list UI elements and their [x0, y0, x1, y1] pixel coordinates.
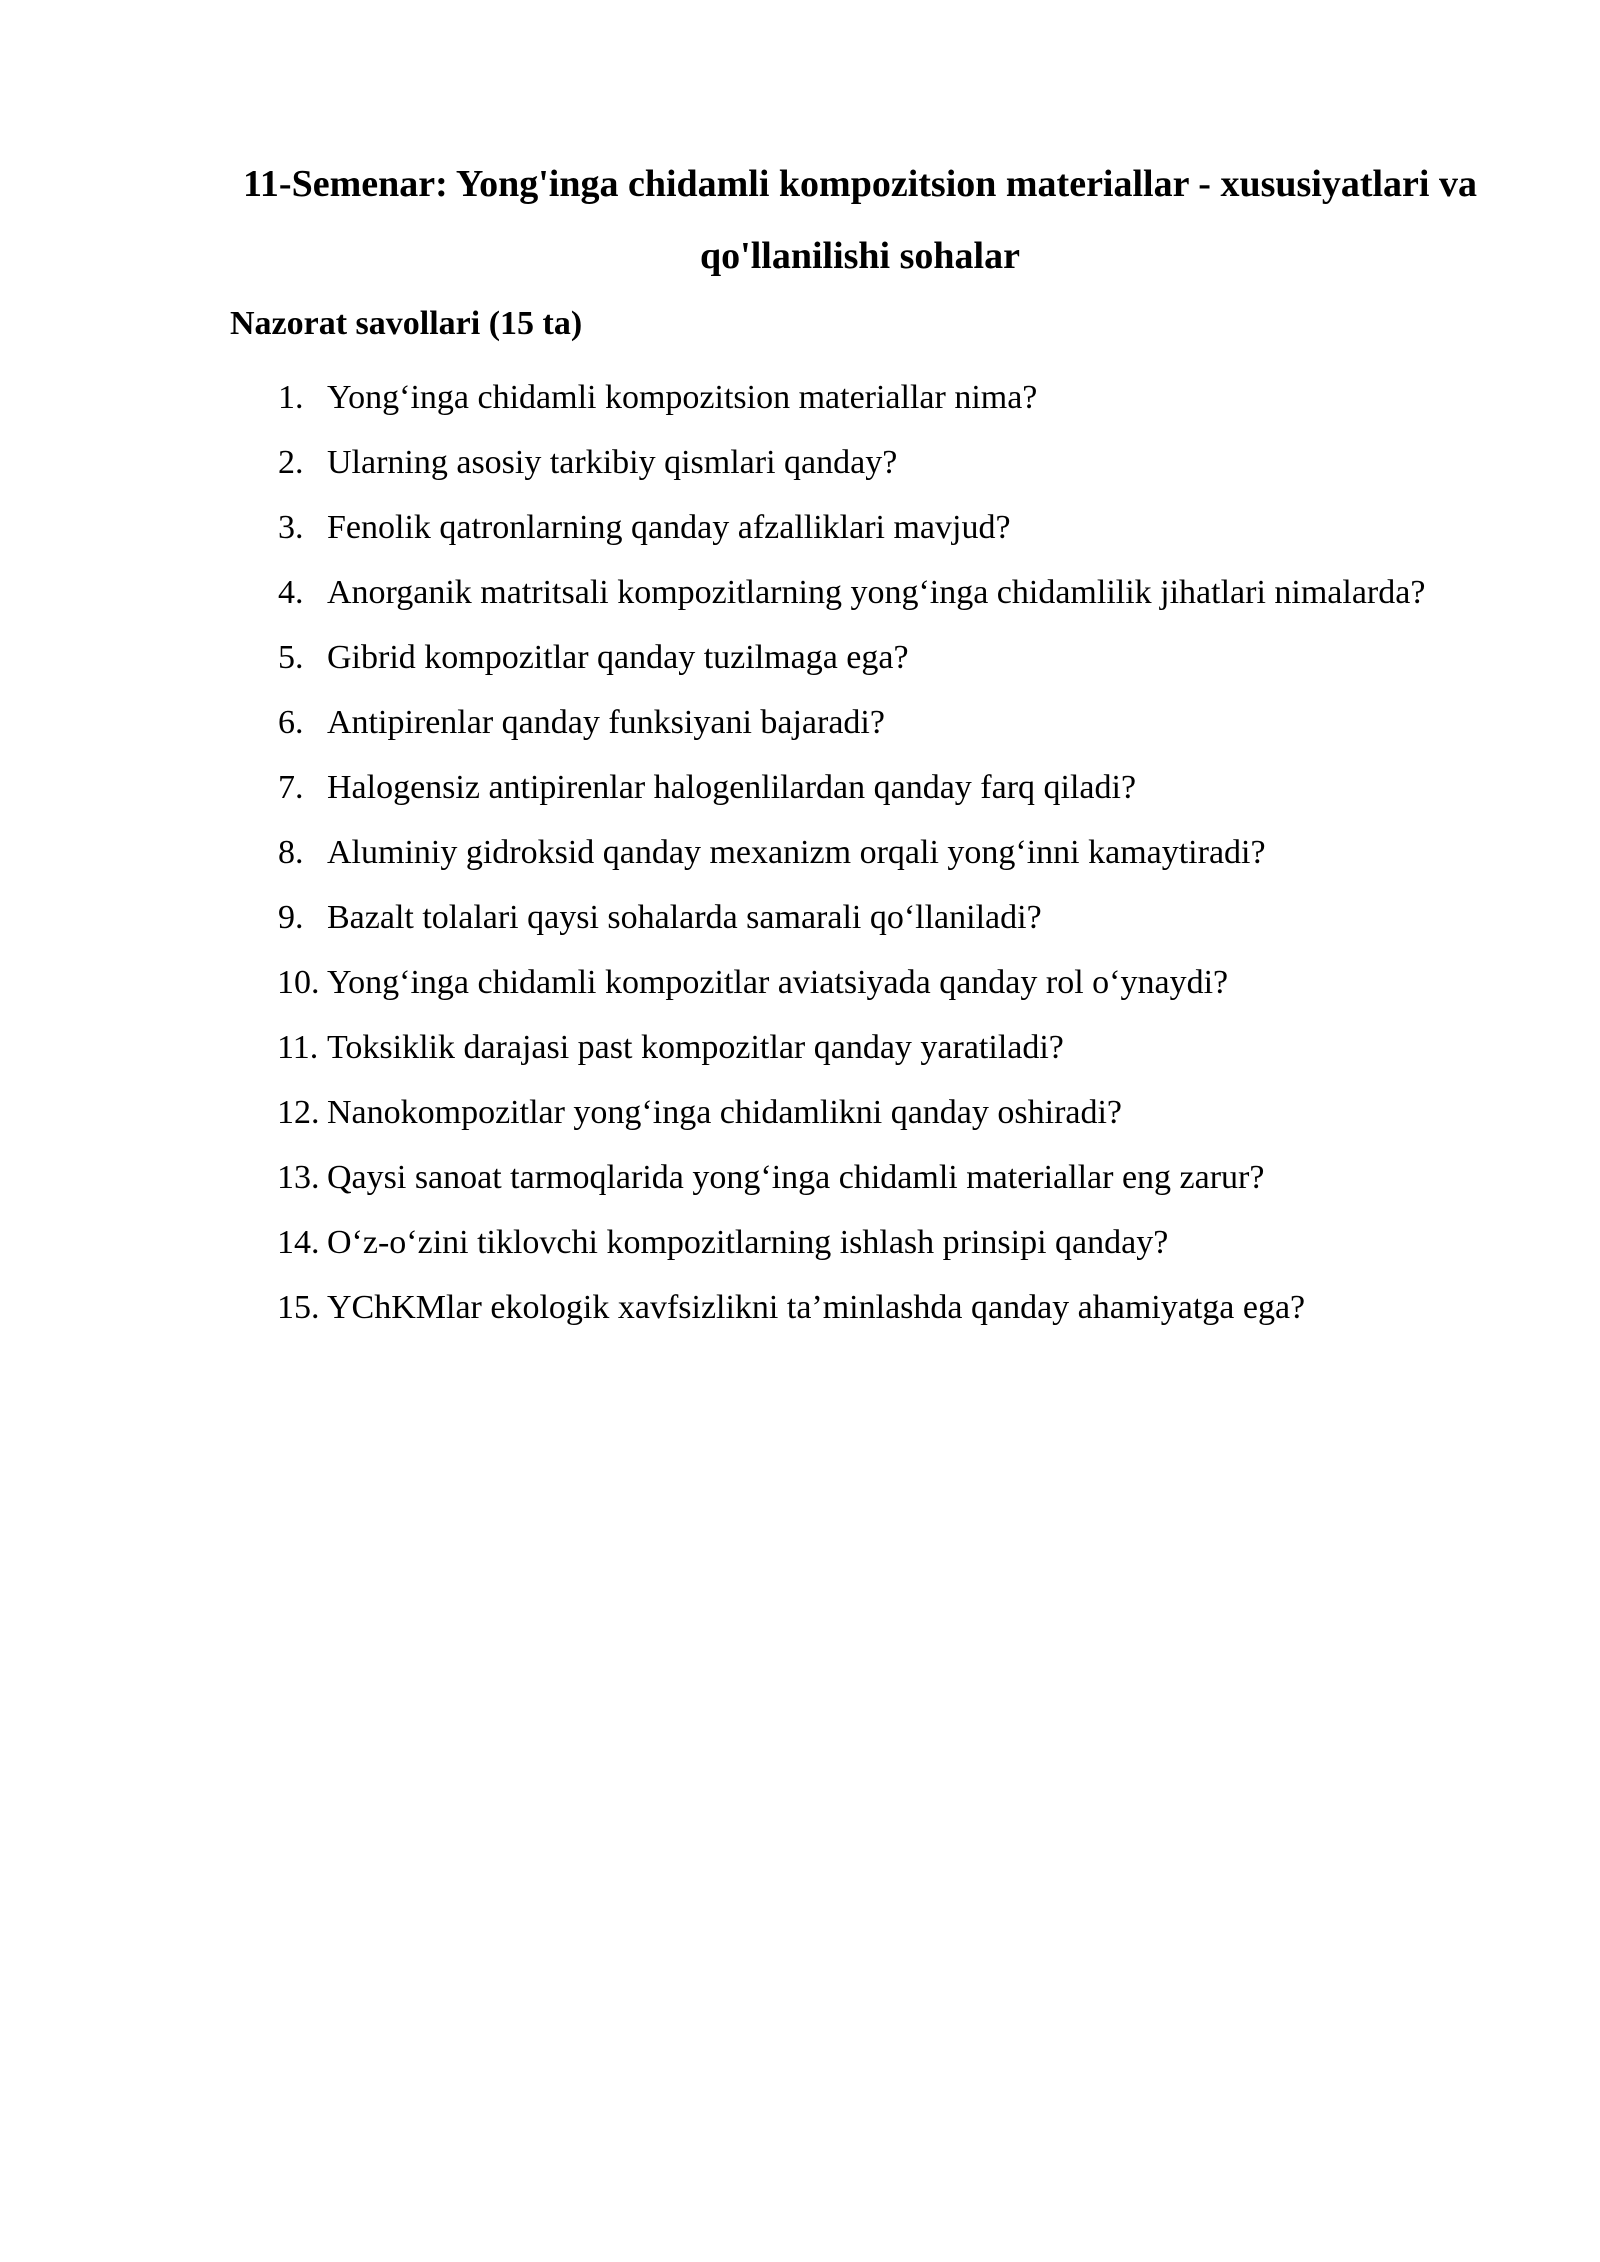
question-number: 9. [278, 899, 304, 936]
question-text: Ularning asosiy tarkibiy qismlari qanday? [327, 444, 898, 481]
question-text: Anorganik matritsali kompozitlarning yong‘inga chidamlilik jihatlari nimalarda? [327, 574, 1426, 611]
question-text: Gibrid kompozitlar qanday tuzilmaga ega? [327, 639, 909, 676]
question-item [270, 885, 1490, 950]
question-number: 14. [277, 1224, 320, 1261]
question-item [270, 625, 1490, 690]
question-number: 15. [277, 1289, 320, 1326]
question-item [270, 1145, 1490, 1210]
question-number: 3. [278, 509, 304, 546]
question-item [270, 1210, 1490, 1275]
question-text: Qaysi sanoat tarmoqlarida yong‘inga chidamli materiallar eng zarur? [327, 1159, 1265, 1196]
question-number: 11. [277, 1029, 319, 1066]
question-number: 8. [278, 834, 304, 871]
question-text: Nanokompozitlar yong‘inga chidamlikni qanday oshiradi? [327, 1094, 1123, 1131]
question-list [270, 365, 1490, 1340]
question-item [270, 430, 1490, 495]
question-item [270, 560, 1490, 625]
question-item [270, 1275, 1490, 1340]
question-item [270, 820, 1490, 885]
question-item [270, 950, 1490, 1015]
question-text: Aluminiy gidroksid qanday mexanizm orqali yong‘inni kamaytiradi? [327, 834, 1266, 871]
question-text: Toksiklik darajasi past kompozitlar qanday yaratiladi? [327, 1029, 1064, 1066]
question-number: 5. [278, 639, 304, 676]
section-heading: Nazorat savollari (15 ta) [230, 305, 583, 342]
question-text: Fenolik qatronlarning qanday afzalliklari mavjud? [327, 509, 1011, 546]
question-text: Bazalt tolalari qaysi sohalarda samarali qo‘llaniladi? [327, 899, 1042, 936]
question-text: Halogensiz antipirenlar halogenlilardan qanday farq qiladi? [327, 769, 1137, 806]
question-item [270, 495, 1490, 560]
question-text: O‘z-o‘zini tiklovchi kompozitlarning ishlash prinsipi qanday? [327, 1224, 1169, 1261]
question-text: Antipirenlar qanday funksiyani bajaradi? [327, 704, 885, 741]
question-number: 1. [278, 379, 304, 416]
question-item [270, 690, 1490, 755]
question-item [270, 1080, 1490, 1145]
question-item [270, 1015, 1490, 1080]
question-number: 2. [278, 444, 304, 481]
question-item [270, 365, 1490, 430]
question-number: 10. [277, 964, 320, 1001]
question-text: Yong‘inga chidamli kompozitsion materiallar nima? [327, 379, 1038, 416]
question-number: 13. [277, 1159, 320, 1196]
question-text: Yong‘inga chidamli kompozitlar aviatsiyada qanday rol o‘ynaydi? [327, 964, 1229, 1001]
question-number: 7. [278, 769, 304, 806]
question-number: 6. [278, 704, 304, 741]
question-text: YChKMlar ekologik xavfsizlikni ta’minlashda qanday ahamiyatga ega? [327, 1289, 1306, 1326]
question-item [270, 755, 1490, 820]
question-number: 12. [277, 1094, 320, 1131]
document-title: 11-Semenar: Yong'inga chidamli kompozitsion materiallar - xususiyatlari va qo'llanilishi sohalar [243, 163, 1477, 277]
question-number: 4. [278, 574, 304, 611]
